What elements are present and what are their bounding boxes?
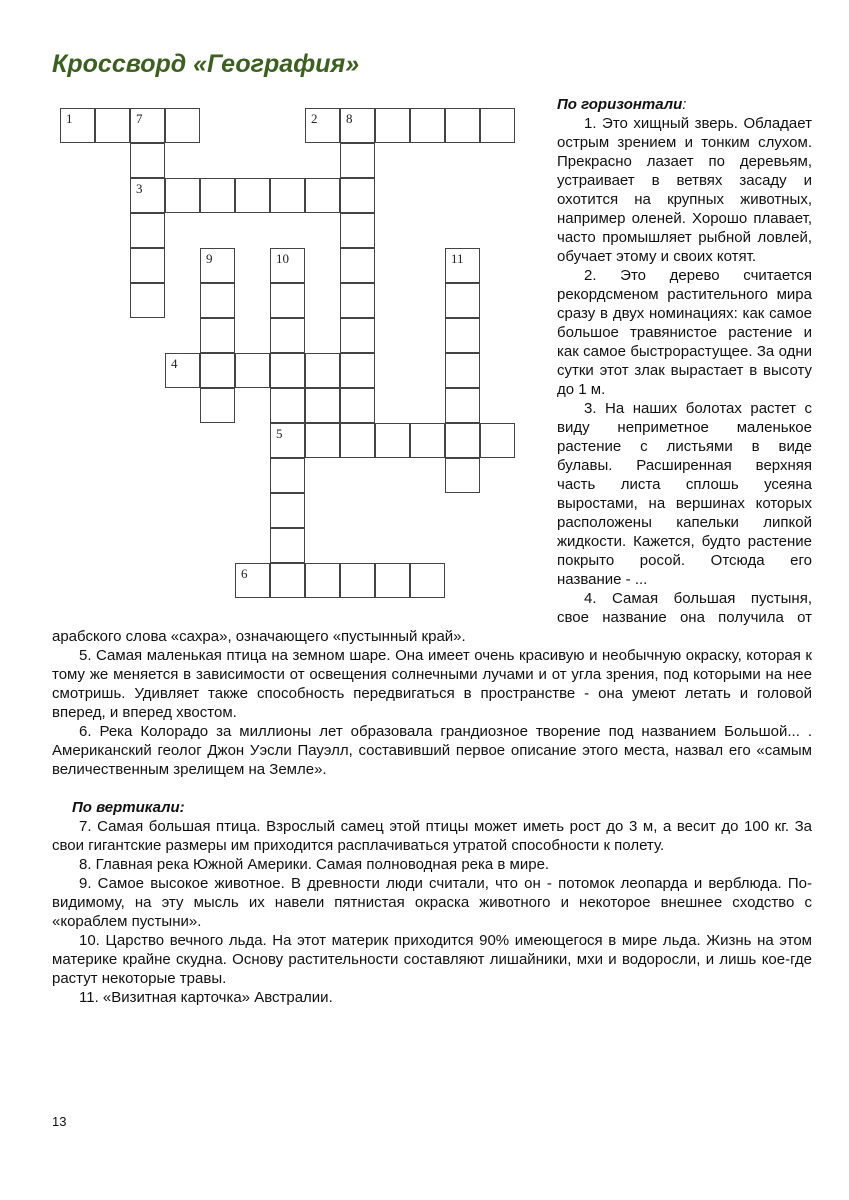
across-heading-colon: :	[682, 96, 687, 113]
across-heading-label: По горизонтали	[557, 96, 683, 113]
clue-number: 7	[136, 111, 143, 126]
down-clue-7: 7. Самая большая птица. Взрослый самец этой птицы может иметь рост до 3 м, а весит до 100 кг. За свои гигантские размеры им приходится расплачиваться утратой способности к полету.	[52, 818, 812, 854]
clue-number: 9	[206, 251, 213, 266]
across-clue-6: 6. Река Колорадо за миллионы лет образовала грандиозное творение под названием Большой... . Американский геолог Джон Уэсли Пауэлл, составивший первое описание этого места, назвал его «самым величественным зрелищем на Земле».	[52, 723, 812, 778]
clue-number: 11	[451, 251, 464, 266]
clue-number: 6	[241, 566, 248, 581]
clues-text	[52, 95, 812, 1007]
across-clue-1: 1. Это хищный зверь. Обладает острым зрением и тонким слухом. Прекрасно лазает по деревьям, устраивает в ветвях засаду и охотится на крупных животных, например оленей. Хорошо плавает, часто промышляет рыбной ловлей, обучает этому и своих котят.	[557, 115, 812, 265]
page-number: 13	[52, 1114, 67, 1129]
page-title: Кроссворд «География»	[52, 50, 360, 78]
across-clue-4: 4. Самая большая пустыня, свое название она получила от арабского слова «сахра», означающего «пустынный край».	[52, 590, 812, 645]
clue-number: 3	[136, 181, 143, 196]
across-clue-3: 3. На наших болотах растет с виду неприметное маленькое растение с листьями в виде булавы. Расширенная верхняя часть листа сплошь усеяна выростами, на вершинах которых расположены капельки липкой жидкости. Кажется, будто растение покрыто росой. Отсюда его название - ...	[557, 400, 812, 588]
clue-number: 1	[66, 111, 73, 126]
clue-number: 2	[311, 111, 318, 126]
clue-number: 5	[276, 426, 283, 441]
across-clue-5: 5. Самая маленькая птица на земном шаре. Она имеет очень красивую и необычную окраску, которая к тому же меняется в зависимости от освещения солнечными лучами и от угла зрения, под которыми на нее смотришь. Удивляет также способность передвигаться в пространстве - она умеют летать и головой вперед, и вперед хвостом.	[52, 647, 812, 721]
clue-number: 8	[346, 111, 353, 126]
down-clue-10: 10. Царство вечного льда. На этот материк приходится 90% имеющегося в мире льда. Жизнь на этом материке крайне скудна. Основу растительности составляют лишайники, мхи и водоросли, и лишь кое-где растут некоторые травы.	[52, 932, 812, 987]
clue-number: 10	[276, 251, 289, 266]
down-heading: По вертикали:	[72, 799, 185, 816]
down-clue-8: 8. Главная река Южной Америки. Самая полноводная река в мире.	[79, 856, 550, 873]
crossword-float-spacer	[52, 95, 557, 612]
down-clue-9: 9. Самое высокое животное. В древности люди считали, что он - потомок леопарда и верблюда. По-видимому, на эту мысль их навели пятнистая окраска животного и некоторое внешнее сходство с «кораблем пустыни».	[52, 875, 812, 930]
across-clue-2: 2. Это дерево считается рекордсменом растительного мира сразу в двух номинациях: как самое большое травянистое растение и как самое быстрорастущее. За одни сутки этот злак вырастает в высоту до 1 м.	[557, 267, 812, 398]
clue-number: 4	[171, 356, 178, 371]
down-clue-11: 11. «Визитная карточка» Австралии.	[79, 989, 333, 1006]
